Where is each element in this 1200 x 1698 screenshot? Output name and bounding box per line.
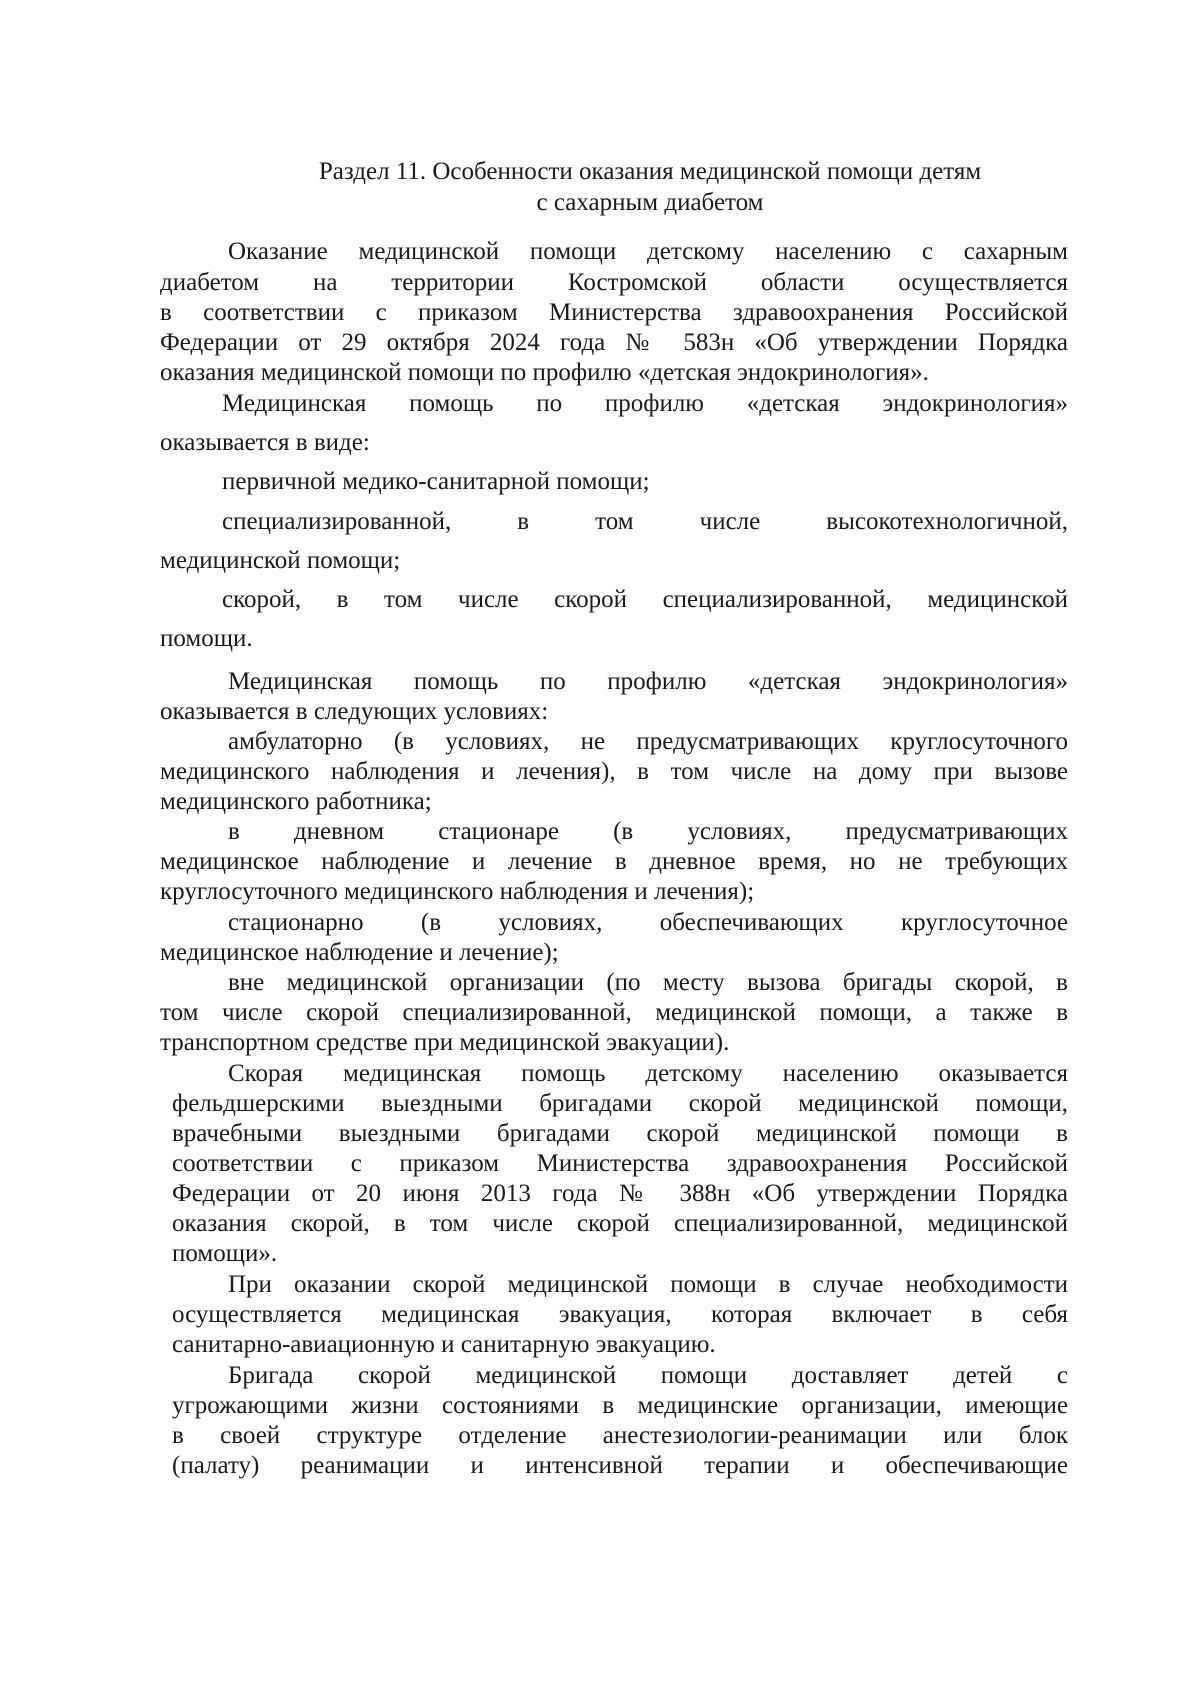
text-line: медицинского наблюдения и лечения), в том числе на дому при вызове	[160, 758, 1068, 785]
text-line: Скорая медицинская помощь детскому населению оказывается	[228, 1060, 1068, 1087]
text-line: скорой, в том числе скорой специализированной, медицинской	[222, 586, 1068, 613]
text-line: соответствии с приказом Министерства здравоохранения Российской	[172, 1150, 1068, 1177]
text-line: транспортном средстве при медицинской эвакуации).	[160, 1029, 730, 1056]
text-line: специализированной, в том числе высокотехнологичной,	[222, 508, 1068, 535]
text-line: в дневном стационаре (в условиях, предусматривающих	[228, 818, 1068, 845]
text-line: первичной медико-санитарной помощи;	[222, 468, 650, 495]
text-line: осуществляется медицинская эвакуация, которая включает в себя	[172, 1301, 1068, 1328]
text-line: вне медицинской организации (по месту вызова бригады скорой, в	[228, 969, 1068, 996]
text-line: помощи.	[160, 625, 253, 652]
text-line: оказания медицинской помощи по профилю «детская эндокринология».	[160, 359, 929, 386]
text-line: помощи».	[172, 1240, 278, 1267]
text-line: угрожающими жизни состояниями в медицинские организации, имеющие	[172, 1392, 1068, 1419]
text-line: медицинское наблюдение и лечение);	[160, 939, 559, 966]
text-line: Медицинская помощь по профилю «детская эндокринология»	[228, 668, 1068, 695]
text-line: круглосуточного медицинского наблюдения и лечения);	[160, 878, 755, 905]
text-line: медицинской помощи;	[160, 547, 401, 574]
text-line: стационарно (в условиях, обеспечивающих круглосуточное	[228, 909, 1068, 936]
text-line: При оказании скорой медицинской помощи в случае необходимости	[228, 1271, 1068, 1298]
text-line: медицинского работника;	[160, 788, 432, 815]
text-line: Федерации от 29 октября 2024 года № 583н «Об утверждении Порядка	[160, 329, 1068, 356]
text-line: Федерации от 20 июня 2013 года № 388н «Об утверждении Порядка	[172, 1180, 1068, 1207]
text-line: Оказание медицинской помощи детскому населению с сахарным	[228, 238, 1068, 265]
text-line: оказывается в следующих условиях:	[160, 698, 549, 725]
text-line: в своей структуре отделение анестезиологии-реанимации или блок	[172, 1422, 1068, 1449]
text-line: амбулаторно (в условиях, не предусматривающих круглосуточного	[228, 728, 1068, 755]
text-line: (палату) реанимации и интенсивной терапии и обеспечивающие	[172, 1452, 1068, 1479]
text-line: в соответствии с приказом Министерства здравоохранения Российской	[160, 299, 1068, 326]
section-title-line-1: Раздел 11. Особенности оказания медицинской помощи детям	[318, 158, 982, 185]
text-line: Медицинская помощь по профилю «детская эндокринология»	[222, 390, 1068, 417]
text-line: санитарно-авиационную и санитарную эвакуацию.	[172, 1331, 716, 1358]
text-line: оказывается в виде:	[160, 429, 370, 456]
text-line: медицинское наблюдение и лечение в дневное время, но не требующих	[160, 848, 1068, 875]
text-line: фельдшерскими выездными бригадами скорой медицинской помощи,	[172, 1090, 1068, 1117]
section-title-line-2: с сахарным диабетом	[536, 189, 764, 216]
text-line: Бригада скорой медицинской помощи доставляет детей с	[228, 1362, 1068, 1389]
text-line: врачебными выездными бригадами скорой медицинской помощи в	[172, 1120, 1068, 1147]
text-line: оказания скорой, в том числе скорой специализированной, медицинской	[172, 1210, 1068, 1237]
text-line: том числе скорой специализированной, медицинской помощи, а также в	[160, 999, 1068, 1026]
text-line: диабетом на территории Костромской области осуществляется	[160, 269, 1068, 296]
